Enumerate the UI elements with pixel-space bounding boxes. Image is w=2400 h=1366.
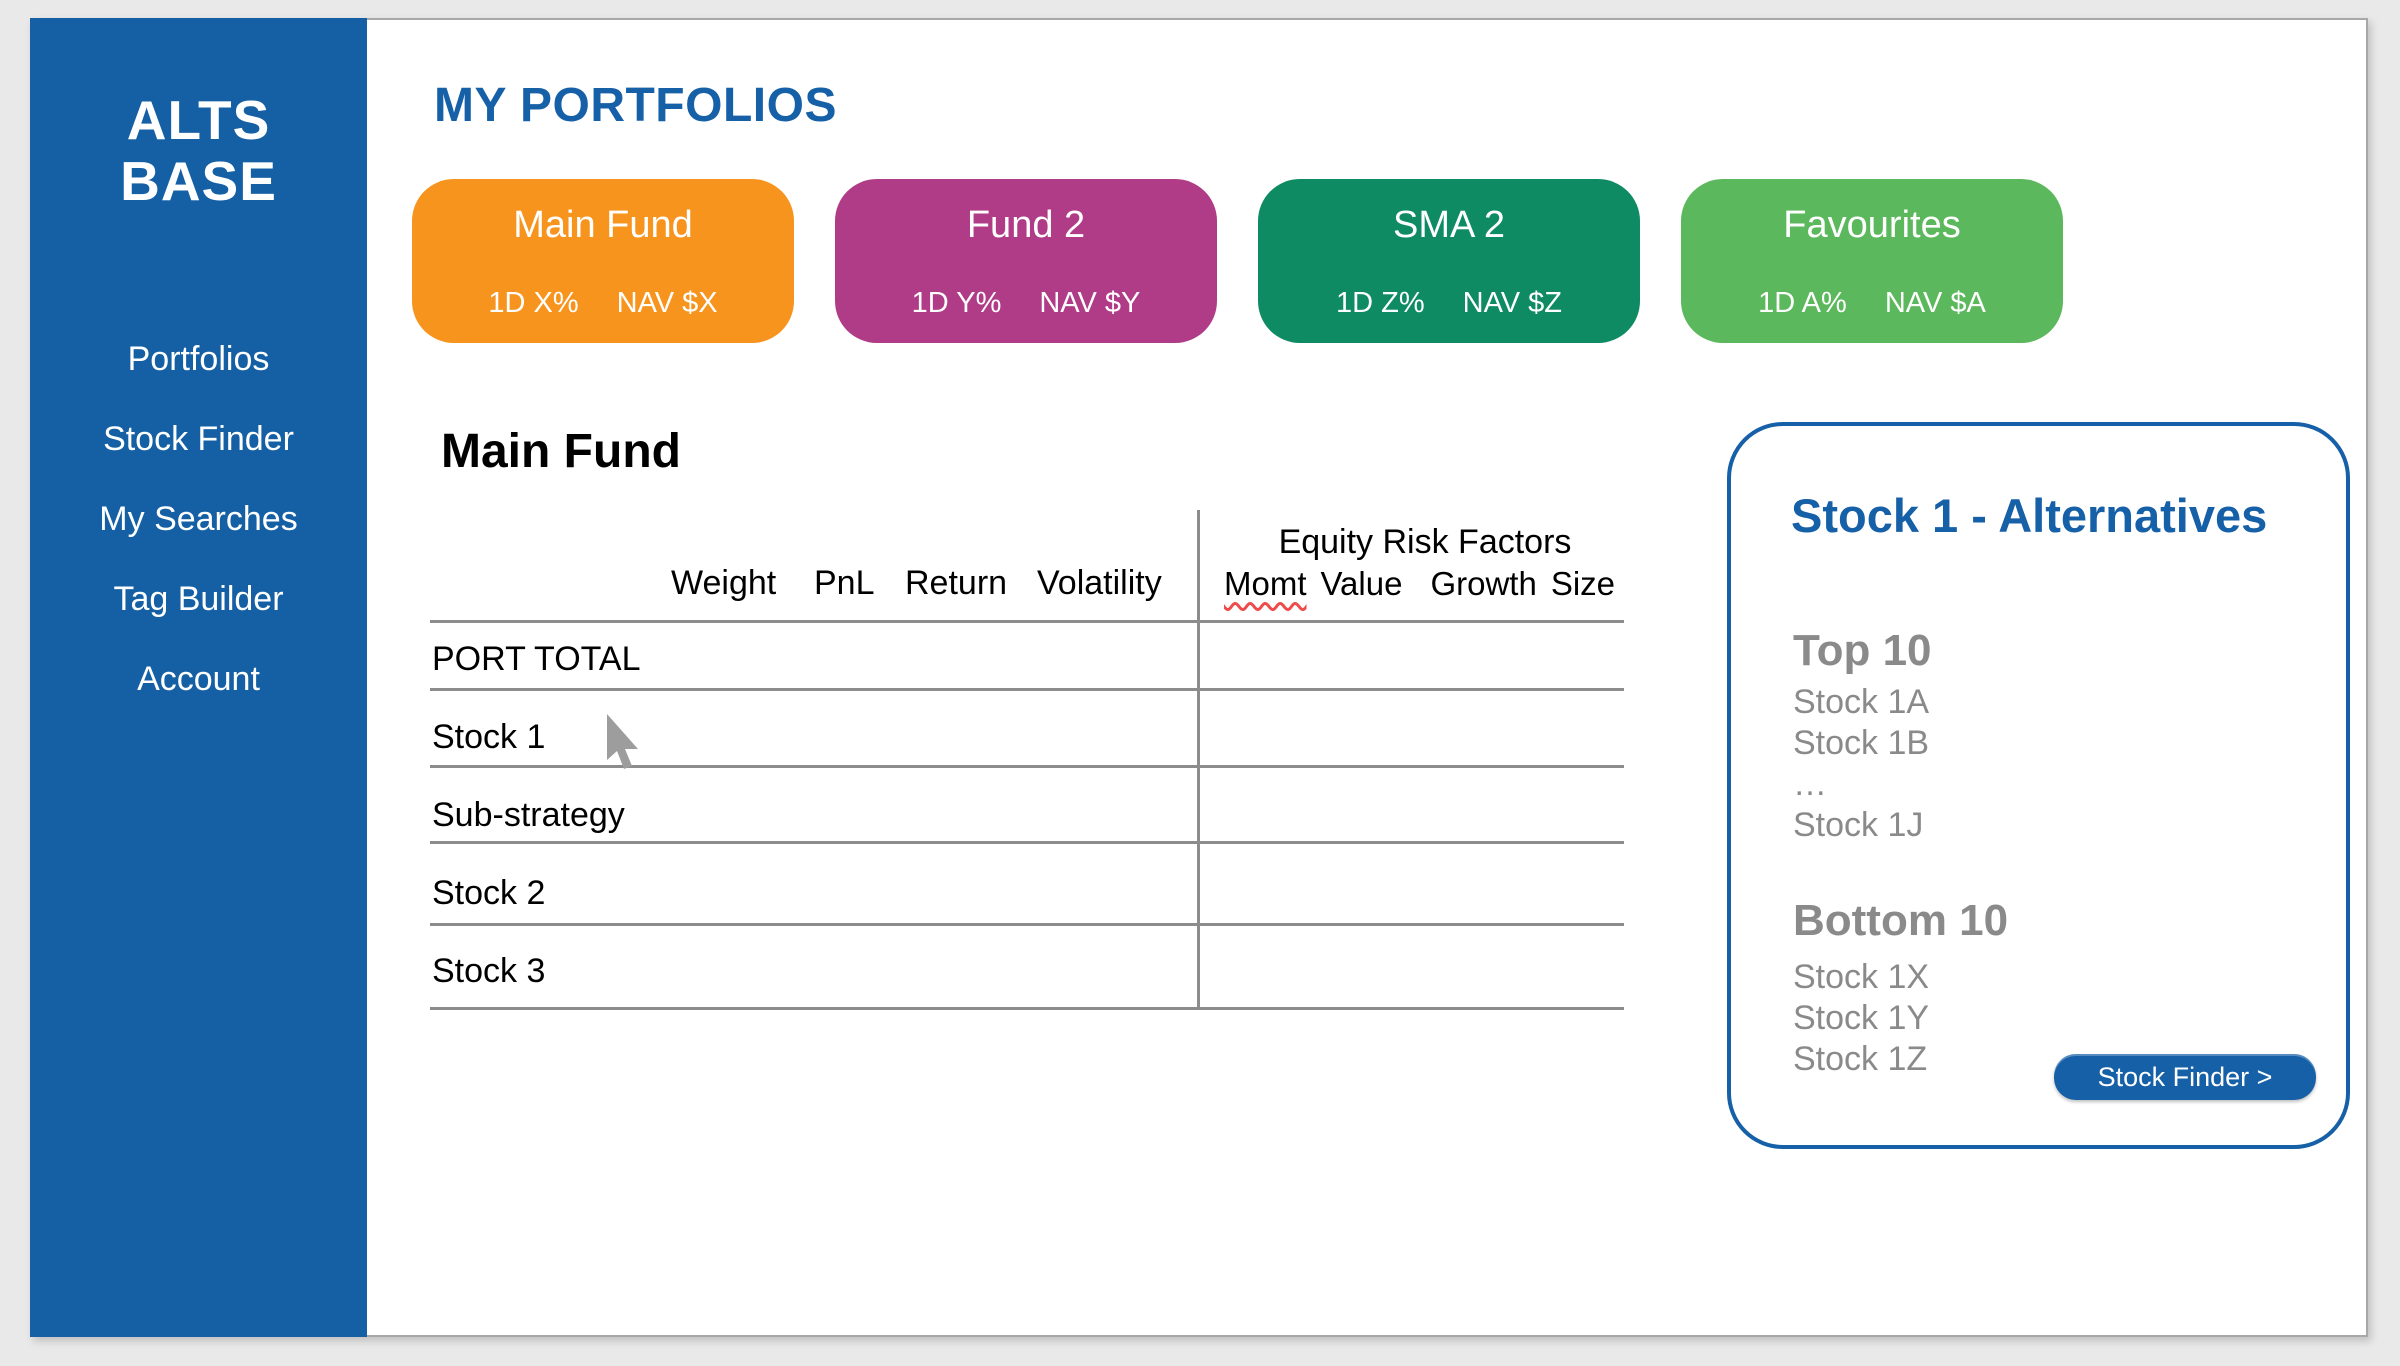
fund-card-nav: NAV $X [616, 287, 718, 319]
fund-card-nav: NAV $Y [1039, 287, 1141, 319]
fund-card-title: Fund 2 [966, 204, 1086, 246]
sidebar-item-stock-finder[interactable]: Stock Finder [103, 420, 294, 458]
list-item-stock-1y: Stock 1Y [1793, 999, 1930, 1037]
fund-card-title: Main Fund [513, 204, 693, 246]
page-title: MY PORTFOLIOS [434, 79, 837, 132]
table-column-divider [1197, 510, 1200, 1010]
top-10-heading: Top 10 [1793, 626, 1932, 675]
list-item-stock-1z: Stock 1Z [1793, 1040, 1928, 1078]
fund-card-favourites[interactable] [1681, 179, 2063, 343]
app-logo [30, 90, 367, 211]
list-item-stock-1x: Stock 1X [1793, 958, 1930, 996]
risk-factor-columns [1224, 565, 1615, 603]
app-logo-line2: BASE [120, 149, 277, 212]
column-header-size: Size [1550, 565, 1616, 602]
fund-card-title: SMA 2 [1393, 204, 1505, 246]
fund-card-1d-stat: 1D X% [488, 287, 579, 319]
column-header-volatility: Volatility [1037, 564, 1162, 602]
alternatives-panel-title: Stock 1 - Alternatives [1791, 489, 2268, 542]
table-row-sub-strategy[interactable]: Sub-strategy [432, 796, 625, 834]
list-item-stock-1b: Stock 1B [1793, 724, 1930, 762]
section-title-main-fund: Main Fund [441, 425, 681, 478]
bottom-10-heading: Bottom 10 [1793, 896, 2009, 945]
table-row-stock-2[interactable]: Stock 2 [432, 874, 546, 912]
mouse-cursor-icon [604, 714, 654, 780]
table-line-3 [430, 841, 1624, 844]
column-group-equity-risk-factors: Equity Risk Factors [1278, 523, 1572, 561]
fund-card-nav: NAV $Z [1462, 287, 1563, 319]
table-row-stock-3[interactable]: Stock 3 [432, 952, 546, 990]
sidebar-item-tag-builder[interactable]: Tag Builder [113, 580, 284, 618]
table-line-5 [430, 1007, 1624, 1010]
column-header-pnl: PnL [814, 564, 875, 602]
table-row-port-total[interactable]: PORT TOTAL [432, 640, 641, 678]
sidebar [30, 18, 367, 1337]
sidebar-item-portfolios[interactable]: Portfolios [127, 340, 270, 378]
list-item-stock-1j: Stock 1J [1793, 806, 1924, 844]
table-line-1 [430, 688, 1624, 691]
column-header-weight: Weight [671, 564, 777, 602]
fund-card-1d-stat: 1D A% [1758, 287, 1847, 319]
fund-card-sma-2[interactable] [1258, 179, 1640, 343]
column-header-return: Return [905, 564, 1008, 602]
app-logo-line1: ALTS [126, 89, 271, 151]
fund-card-title: Favourites [1783, 204, 1961, 246]
sidebar-item-my-searches[interactable]: My Searches [99, 500, 298, 538]
stock-finder-button[interactable]: Stock Finder > [2054, 1054, 2316, 1100]
column-header-value: Value [1320, 565, 1403, 602]
fund-card-main-fund[interactable] [412, 179, 794, 343]
sidebar-item-account[interactable]: Account [137, 660, 260, 698]
fund-card-fund-2[interactable] [835, 179, 1217, 343]
column-header-momt: Momt [1224, 565, 1307, 602]
list-item-ellipsis: … [1793, 765, 1827, 803]
column-header-growth: Growth [1430, 565, 1537, 602]
alternatives-panel [1727, 422, 2350, 1149]
table-line-4 [430, 923, 1624, 926]
table-line-header [430, 620, 1624, 623]
table-row-stock-1[interactable]: Stock 1 [432, 718, 546, 756]
list-item-stock-1a: Stock 1A [1793, 683, 1930, 721]
fund-card-nav: NAV $A [1884, 287, 1986, 319]
fund-card-1d-stat: 1D Y% [911, 287, 1002, 319]
fund-card-1d-stat: 1D Z% [1335, 287, 1425, 319]
